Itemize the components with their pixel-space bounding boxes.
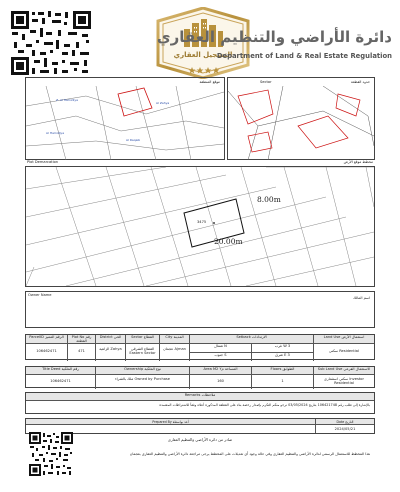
setback-w: غرب W 3 (252, 344, 314, 353)
plot-demarcation-map (26, 167, 374, 286)
col-sub-land-use: Sub Land Use الاستعمال الفرعي (314, 367, 374, 375)
val-district: الزاهية Zahya (96, 344, 126, 361)
sector-map (228, 86, 374, 160)
date-label: Date التاريخ (316, 419, 374, 425)
col-area: Area M2 المساحة م٢ (190, 367, 252, 375)
footer-disclaimer: هذا المخطط للاستعمال الرسمي لدائرة الأراضي والتنظيم العقاري وفي حالة وجود أي تعديلات على المخطط يرجى مراجعة دائرة الأراضي والتنظيم العقاري بعجمان (129, 452, 370, 456)
svg-text:Al Raqaib: Al Raqaib (126, 138, 141, 142)
val-ownership: ملك بالشراء Owned by Purchase (96, 375, 190, 389)
val-parcelid: 106462471 (26, 344, 68, 361)
val-sector: القطاع الشرقي Eastern Sector (126, 344, 160, 361)
plot-number: 3475 (197, 220, 207, 224)
owner-label-ar: اسم المالك (353, 296, 370, 300)
remarks-text: بالإشارة إلى طلب رقم 106421748 بتاريخ 03/05/2024 نرجو منكم التكرم بإصدار رخصة بناء على القطعة المذكورة أعلاه وفقاً للاشتراطات المعتمدة (159, 403, 370, 407)
qr-code-bottom (29, 432, 73, 476)
authority-name-en: Department of Land & Real Estate Regulation (216, 52, 392, 60)
locator-map-title: موقع المنطقة (199, 80, 220, 84)
col-plotno: Plot No رقم القطعة (68, 335, 96, 344)
col-city: City المدينة (160, 335, 190, 344)
svg-text:Z. Al Hamidiya: Z. Al Hamidiya (56, 98, 79, 102)
col-setback: Setback الارتدادات (190, 335, 314, 344)
col-ownership: Ownership نوع الملكية (96, 367, 190, 375)
remarks-panel (25, 392, 375, 414)
authority-name-ar: دائرة الأراضي والتنظيم العقاري (156, 28, 392, 46)
dimension-bottom: 20.00m (214, 237, 243, 246)
plot-demarcation-panel (25, 166, 375, 287)
dimension-top: 8.00m (257, 195, 281, 204)
col-land-use: Land Use استعمال الأرض (314, 335, 374, 344)
plot-demarcation-label-en: Plot Demarcation (27, 160, 59, 164)
parcel-info-table (25, 334, 375, 360)
val-city: عجمان Ajman (160, 344, 190, 361)
sector-map-panel (227, 77, 375, 160)
header (0, 0, 400, 80)
owner-panel (25, 291, 375, 328)
setback-n: شمال N (190, 344, 252, 353)
val-title-deed: 106462471 (26, 375, 96, 389)
date-value: 2024/05/21 (334, 427, 356, 431)
svg-text:Al Hamidiya: Al Hamidiya (46, 131, 65, 135)
val-plotno: 471 (68, 344, 96, 361)
col-floors: Floors الطوابق (252, 367, 314, 375)
sector-map-title-en: Sector (260, 80, 272, 84)
col-parcelid: ParcelID الرقم المميز (26, 335, 68, 344)
svg-text:Al Zahya: Al Zahya (156, 101, 170, 105)
setback-e: شرق E 3 (252, 353, 314, 362)
owner-label-en: Owner Name (28, 293, 52, 297)
col-sector: Sector القطاع (126, 335, 160, 344)
col-district: District الحي (96, 335, 126, 344)
plot-demarcation-label-ar: مخطط موقع الأرض (343, 160, 373, 164)
locator-map-panel (25, 77, 225, 160)
qr-code-top (10, 10, 92, 76)
locator-map (26, 86, 224, 160)
val-floors: 1 (252, 375, 314, 389)
remarks-header: Remarks ملاحظات (26, 393, 374, 401)
col-title-deed: Title Deed رقم الملكية (26, 367, 96, 375)
sector-map-title-ar: حدود القطعة (350, 80, 370, 84)
prepared-by-label: Prepared By أعد بواسطة (26, 419, 316, 425)
val-land-use: سكني Residential (328, 349, 360, 353)
setback-s: جنوب S (190, 353, 252, 362)
logo-text: التسجيل العقاري (173, 51, 233, 59)
ownership-table (25, 366, 375, 388)
issued-by: صادر من دائرة الأراضي والتنظيم العقاري (167, 437, 233, 442)
val-area: 160 (190, 375, 252, 389)
val-sub-land-use: سكني استثماري Investor Residential (324, 377, 364, 386)
prepared-panel (25, 418, 375, 434)
